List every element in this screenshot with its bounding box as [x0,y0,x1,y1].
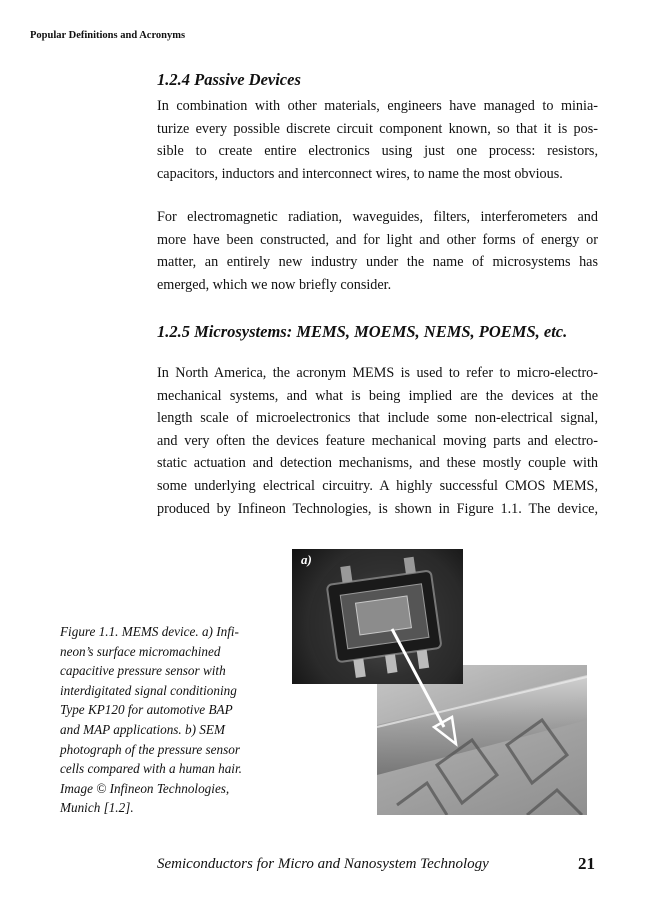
text-line: emerged, which we now briefly consider. [157,276,392,293]
text-line: static actuation and detection mechanisms, and these mostly couple with [157,455,598,472]
text-line: In North America, the acronym MEMS is used to refer to micro-electro- [157,365,598,381]
page-number: 21 [578,854,595,873]
text-line: turize every possible discrete circuit component known, so that it is pos- [157,120,598,137]
text-line: sible to create entire electronics using just one process: resistors, [157,143,598,160]
figure-label-a: a) [301,552,312,567]
caption-line: Figure 1.1. MEMS device. a) Infi- [60,624,239,639]
caption-line: photograph of the pressure sensor [60,741,240,757]
paragraph-passive-devices-1 [157,95,598,185]
text-line: For electromagnetic radiation, waveguides, filters, interferometers and [157,209,598,225]
text-line: matter, an entirely new industry under the name of microsystems has [157,254,598,271]
text-line: and very often the devices feature mechanical moving parts and electro- [157,432,598,449]
text-line: produced by Infineon Technologies, is shown in Figure 1.1. The device, [157,500,598,517]
text-line: mechanical systems, and what is being implied are the devices at the [157,387,598,404]
caption-line: interdigitated signal conditioning [60,682,237,698]
caption-line: and MAP applications. b) SEM [60,721,225,737]
section-heading-1-2-5: 1.2.5 Microsystems: MEMS, MOEMS, NEMS, POEMS, etc. [157,322,568,341]
text-line: capacitors, inductors and interconnect wires, to name the most obvious. [157,165,563,182]
caption-line: Type KP120 for automotive BAP [60,702,233,718]
paragraph-microsystems [157,362,598,520]
text-line: more have been constructed, and for light and other forms of energy or [157,231,598,248]
caption-line: neon’s surface micromachined [60,643,221,659]
footer-book-title: Semiconductors for Micro and Nanosystem Technology [157,856,489,872]
section-heading-1-2-4: 1.2.4 Passive Devices [157,70,301,89]
caption-line: cells compared with a human hair. [60,761,242,777]
running-head: Popular Definitions and Acronyms [30,30,186,41]
paragraph-passive-devices-2 [157,206,598,296]
text-line: some underlying electrical circuitry. A highly successful CMOS MEMS, [157,477,598,494]
pointer-arrow-icon [292,549,587,815]
caption-line: Munich [1.2]. [60,800,134,816]
figure-1-1 [292,549,587,815]
caption-line: Image © Infineon Technologies, [60,780,230,796]
text-line: length scale of microelectronics that include some non-electrical signal, [157,410,598,427]
text-line: In combination with other materials, engineers have managed to minia- [157,98,598,114]
figure-caption [60,622,275,818]
caption-line: capacitive pressure sensor with [60,663,226,679]
